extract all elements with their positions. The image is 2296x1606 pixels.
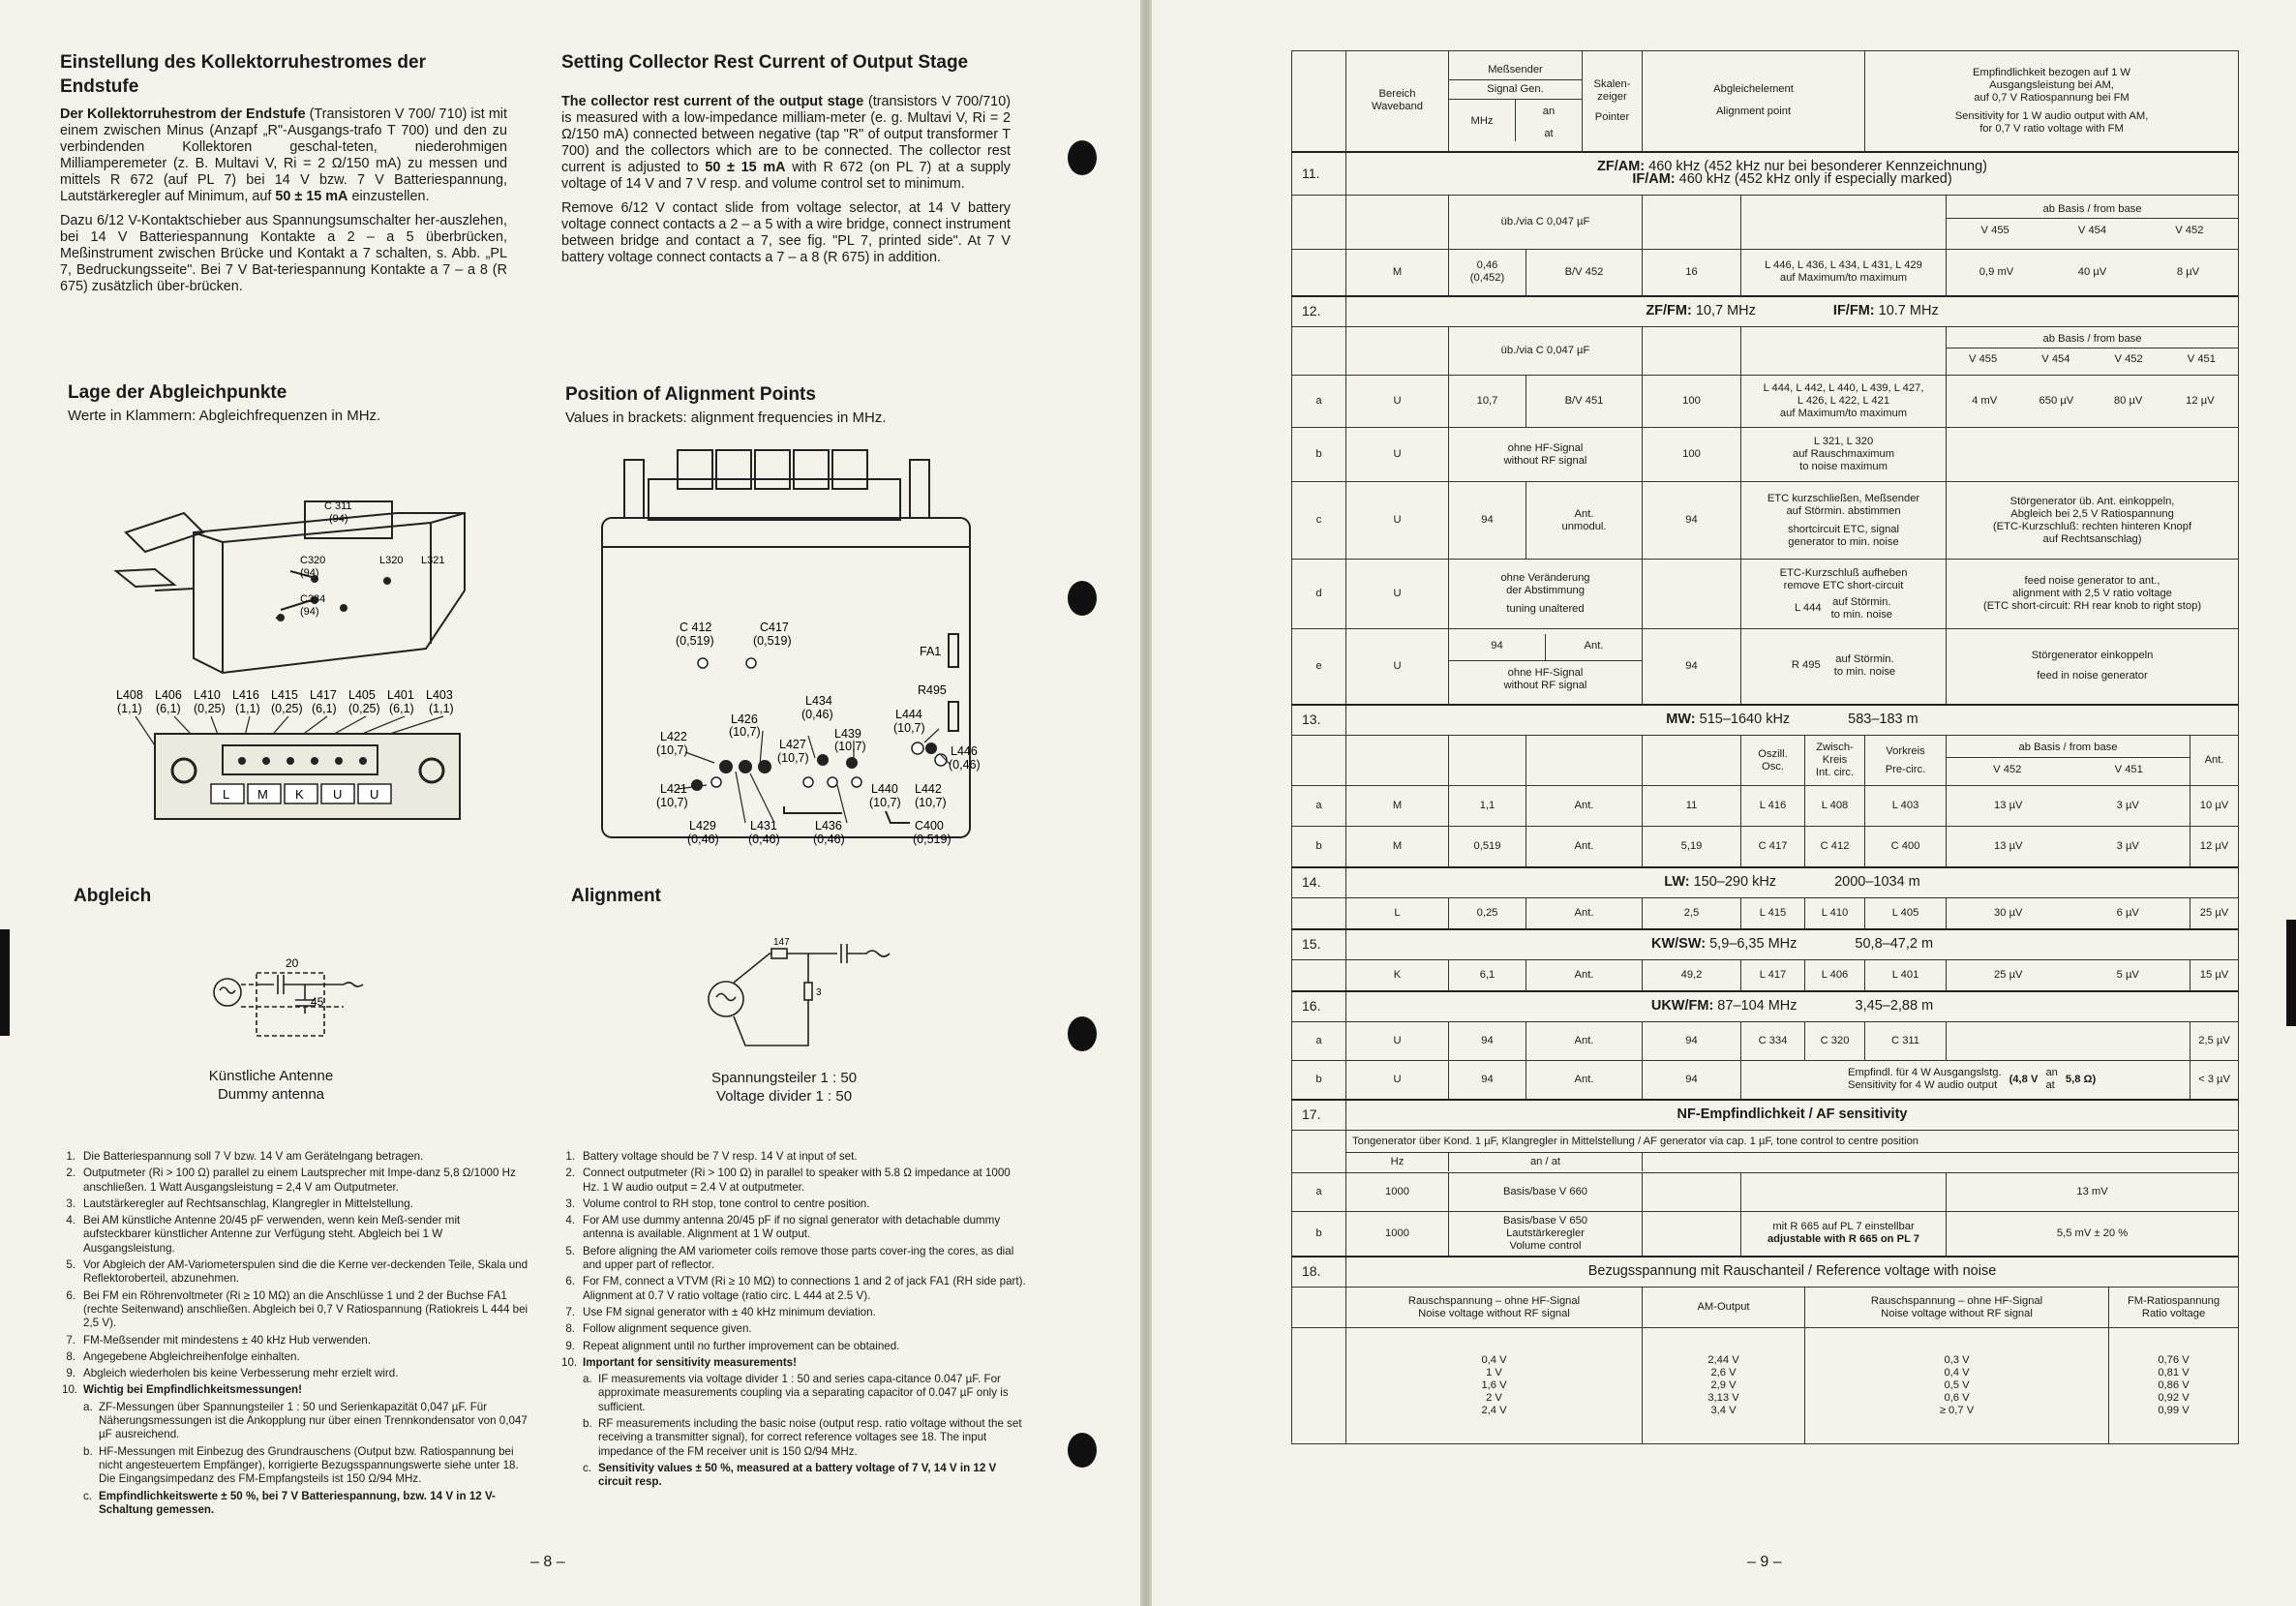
- note-item: 1. Battery voltage should be 7 V resp. 14 V at input of set.: [565, 1150, 858, 1163]
- subnote-item: a. IF measurements via voltage divider 1 : 50 and series capa-citance 0.047 µF. For approximate measurements coupling via a separating capacitor of 0.047 µF only is sufficient.: [583, 1373, 1009, 1413]
- label-c311-freq: (94): [329, 513, 348, 525]
- row-12c: c U 94 Ant. unmodul. 94 ETC kurzschließen, Meßsender auf Störmin. abstimmen shortcircuit ETC, signal generator to min. noise Störgenerator üb. Ant. einkoppeln, Abgleich bei 2,5 V Ratiospannung (ETC-Kurzschluß: rechten hinteren Knopf auf Rechtsanschlag): [1292, 482, 2239, 560]
- label-l429: L429: [689, 819, 716, 833]
- label-l408: L408: [116, 688, 143, 702]
- label-c412-freq: (0,519): [676, 634, 714, 648]
- antenna-cap-20: 20: [286, 956, 299, 970]
- note-item: 9. Repeat alignment until no further improvement can be obtained.: [565, 1339, 900, 1352]
- row-16b: b U 94 Ant. 94 Empfindl. für 4 W Ausgangslstg. Sensitivity for 4 W audio output (4,8 V an at 5,8 Ω) < 3 µV: [1292, 1061, 2239, 1100]
- label-l405: L405: [348, 688, 376, 702]
- en-paragraph-2: Remove 6/12 V contact slide from voltage selector, at 14 V battery voltage connect contacts a 2 – a 5 with a wire bridge, connect instrument between bridge and contact a 7, see fig. "PL 7, printed side". At 7 V battery voltage connect contacts a 7 – a 8 (R 675) in addition.: [561, 200, 1011, 265]
- german-column: [60, 50, 507, 295]
- label-l434-freq: (0,46): [801, 708, 833, 721]
- note-item: 4. Bei AM künstliche Antenne 20/45 pF verwenden, wenn kein Meß-sender mit aufsteckbarer künstlicher Antenne zur Verfügung steht. Abgleich bei 1 W Ausgangsleistung.: [66, 1214, 461, 1255]
- row-15: K 6,1 Ant. 49,2 L 417 L 406 L 401 25 µV 5 µV 15 µV: [1292, 960, 2239, 991]
- label-l416-freq: (1,1): [235, 702, 260, 715]
- note-item: 2. Connect outputmeter (Ri > 100 Ω) in parallel to speaker with 5.8 Ω impedance at 1000 Hz. 1 W audio output = 2.4 V at outputmeter.: [565, 1167, 1011, 1194]
- antenna-caption-en: Dummy antenna: [217, 1086, 325, 1103]
- label-l406-freq: (6,1): [156, 702, 181, 715]
- label-l422: L422: [660, 730, 687, 743]
- de-position-title: Lage der Abgleichpunkte: [68, 382, 287, 403]
- de-paragraph-1: Der Kollektorruhestrom der Endstufe (Transistoren V 700/ 710) ist mit einem zwischen Minus (Anzapf „R"-Ausgangs-trafo T 700) und den zu verbindenden Kollektoren geschal-teten, niederohmigen Milliamperemeter (z. B. Multavi V, Ri = 2 Ω/150 mA) zu messen und mittels R 672 (auf PL 7) bei 14 V bzw. 7 V Batteriespannung, Lautstärkeregler auf Minimum, auf 50 ± 15 mA einzustellen.: [60, 106, 507, 204]
- label-l417: L417: [310, 688, 337, 702]
- subnote-item: c. Empfindlichkeitswerte ± 50 %, bei 7 V Batteriespannung, bzw. 14 V in 12 V-Schaltung gemessen.: [83, 1489, 496, 1516]
- note-item: 6. For FM, connect a VTVM (Ri ≥ 10 MΩ) to connections 1 and 2 of jack FA1 (RH side part). Alignment at 0.7 V ratio voltage (ratio circ. L 444 at 2.5 V).: [565, 1275, 1026, 1302]
- button-u2-label: U: [370, 787, 379, 802]
- row-16a: a U 94 Ant. 94 C 334 C 320 C 311 2,5 µV: [1292, 1022, 2239, 1061]
- label-l416: L416: [232, 688, 259, 702]
- button-m-label: M: [257, 787, 268, 802]
- label-l320: L320: [379, 555, 404, 566]
- label-l421: L421: [660, 782, 687, 796]
- section-15: 15. KW/SW: 5,9–6,35 MHz 50,8–47,2 m: [1292, 929, 2239, 960]
- row-12e: e U 94 Ant. ohne HF-Signal without RF signal 94 R 495 auf Störmin. to min. noise Störgenerator einkoppeln feed in noise generator: [1292, 629, 2239, 705]
- label-l440: L440: [871, 782, 898, 796]
- section-11: 11. ZF/AM: 460 kHz (452 kHz nur bei besonderer Kennzeichnung) IF/AM: 460 kHz (452 kHz only if especially marked): [1292, 152, 2239, 196]
- label-r495: R495: [918, 683, 947, 697]
- label-l410-freq: (0,25): [194, 702, 226, 715]
- divider-caption-de: Spannungsteiler 1 : 50: [710, 1070, 858, 1086]
- row-14: L 0,25 Ant. 2,5 L 415 L 410 L 405 30 µV 6 µV 25 µV: [1292, 898, 2239, 929]
- notes-german: [62, 1150, 530, 1520]
- note-item: 10. Important for sensitivity measurements!: [561, 1355, 797, 1369]
- label-l401-freq: (6,1): [389, 702, 414, 715]
- label-l440-freq: (10,7): [869, 796, 901, 809]
- header-row: Bereich Waveband Meßsender Signal Gen. MHz an at Skalen- zeiger Pointer Abgleichelement Alignment point Empfindlichkeit bezogen auf 1 W Ausgangsleistung bei AM, auf 0,7 V Ratiospannung bei FM Sensitivity for 1 W audio output with AM, for 0,7 V ratio voltage with FM: [1292, 51, 2239, 152]
- row-12a: a U 10,7 B/V 451 100 L 444, L 442, L 440, L 439, L 427, L 426, L 422, L 421 auf Maximum/to maximum 4 mV 650 µV 80 µV 12 µV: [1292, 376, 2239, 428]
- de-paragraph-2: Dazu 6/12 V-Kontaktschieber aus Spannungsumschalter her-auszlehen, bei 14 V Batteriespannung Kontakte a 2 – a 5 überbrücken, Meßinstrument zwischen Brücke und Kontakt a 7 schalten, s. Abb. „PL 7, Bedruckungsseite". Bei 7 V Bat-teriespannung Kontakte a 7 – a 8 (R 675) zusätzlich über-brücken.: [60, 213, 507, 294]
- label-l405-freq: (0,25): [348, 702, 380, 715]
- divider-caption: [678, 1069, 891, 1106]
- label-l426-freq: (10,7): [729, 725, 761, 739]
- label-l439-freq: (10,7): [834, 740, 866, 753]
- row-17b: b 1000 Basis/base V 650 Lautstärkeregler Volume control mit R 665 auf PL 7 einstellbar adjustable with R 665 on PL 7 5,5 mV ± 20 %: [1292, 1212, 2239, 1257]
- note-item: 8. Angegebene Abgleichreihenfolge einhalten.: [66, 1349, 300, 1363]
- subnote-item: c. Sensitivity values ± 50 %, measured at a battery voltage of 7 V, 14 V in 12 V circuit resp.: [583, 1461, 997, 1489]
- en-position-heading: [565, 383, 1011, 427]
- section-17: 17. NF-Empfindlichkeit / AF sensitivity: [1292, 1100, 2239, 1131]
- label-l442-freq: (10,7): [915, 796, 947, 809]
- label-l406: L406: [155, 688, 182, 702]
- row-12b: b U ohne HF-Signal without RF signal 100 L 321, L 320 auf Rauschmaximum to noise maximum: [1292, 428, 2239, 482]
- section-16: 16. UKW/FM: 87–104 MHz 3,45–2,88 m: [1292, 991, 2239, 1022]
- en-position-title: Position of Alignment Points: [565, 384, 816, 405]
- button-k-label: K: [295, 787, 304, 802]
- label-l446-freq: (0,46): [949, 758, 981, 772]
- label-l431: L431: [750, 819, 777, 833]
- label-l427-freq: (10,7): [777, 751, 809, 765]
- row-18-values: 0,4 V 1 V 1,6 V 2 V 2,4 V 2,44 V 2,6 V 2,9 V 3,13 V 3,4 V 0,3 V 0,4 V 0,5 V 0,6 V ≥ 0,7 V 0,76 V 0,81 V 0,86 V 0,92 V 0,99 V: [1292, 1328, 2239, 1444]
- notes-english: [561, 1150, 1026, 1493]
- chassis-top-diagram: [590, 440, 997, 871]
- label-l436-freq: (0,46): [813, 833, 845, 846]
- note-item: 4. For AM use dummy antenna 20/45 pF if no signal generator with detachable dummy antenna is available. Alignment at 1 W output.: [565, 1214, 1001, 1241]
- row-13b: b M 0,519 Ant. 5,19 C 417 C 412 C 400 13 µV 3 µV 12 µV: [1292, 827, 2239, 867]
- label-c417-freq: (0,519): [753, 634, 792, 648]
- section-18: 18. Bezugsspannung mit Rauschanteil / Reference voltage with noise: [1292, 1257, 2239, 1288]
- en-alignment-title: Alignment: [571, 886, 661, 906]
- label-c320-freq: (94): [300, 567, 319, 579]
- note-item: 7. FM-Meßsender mit mindestens ± 40 kHz Hub verwenden.: [66, 1333, 371, 1347]
- de-title: Einstellung des Kollektorruhestromes der Endstufe: [60, 52, 426, 97]
- label-l403: L403: [426, 688, 453, 702]
- alignment-table: Bereich Waveband Meßsender Signal Gen. MHz an at Skalen- zeiger Pointer Abgleichelement Alignment point Empfindlichkeit bezogen auf 1 W Ausgangsleistung bei AM, auf 0,7 V Ratiospannung bei FM Sensitivity for 1 W audio output with AM, for 0,7 V ratio voltage with FM 11. ZF/AM: 460 kHz (452 kHz nur bei besonderer Kennzeichnung) IF/AM: 460 kHz (452 kHz only if especially marked) üb./via C 0,047 µF ab Basis / from base V 455 V 454 V 452 M 0,46 (0,452) B/V 452 16 L 446, L 436, L 434, L 431, L 429 auf Maximum/to maximum 0,9 mV 40 µV 8 µV 12. ZF/FM: 10,7 MHz IF/FM: 10.7 MHz üb./via C 0,047 µF ab Basis / from base V 455 V 454 V 452 V 451 a U 10,7 B/V 451 100 L 444, L 442, L 440, L 439, L 427, L 426, L 422, L 421 auf Maximum/to maximum 4 mV 650 µV 80 µV 12 µV b U ohne HF-Signal without RF signal 100 L 321, L 320 auf Rauschmaximum to noise maximum c U 94 Ant. unmodul. 94 ETC kurzschließen, Meßsender auf Störmin. abstimmen shortcircuit ETC, signal generator to min. noise Störgenerator üb. Ant. einkoppeln, Abgleich bei 2,5 V Ratiospannung (ETC-Kurzschluß: rechten hinteren Knopf auf Rechtsanschlag) d U ohne Veränderung der Abstimmung tuning unaltered ETC-Kurzschluß aufheben remove ETC short-circuit L 444 auf Störmin. to min. noise feed noise generator to ant., alignment with 2,5 V ratio voltage (ETC short-circuit: RH rear knob to right stop) e U 94 Ant. ohne HF-Signal without RF signal 94 R 495 auf Störmin. to min. noise Störgenerator einkoppeln feed in noise generator 13. MW: 515–1640 kHz 583–183 m Oszill. Osc. Zwisch- Kreis Int. circ. Vorkreis Pre-circ. ab Basis / from base V 452 V 451 Ant. a M 1,1 Ant. 11 L 416 L 408 L 403 13 µV 3 µV 10 µV b M 0,519 Ant. 5,19 C 417 C 412 C 400 13 µV 3 µV 12 µV 14. LW: 150–290 kHz 2000–1034 m L 0,25 Ant. 2,5 L 415 L 410 L 405 30 µV 6 µV 25 µV 15. KW/SW: 5,9–6,35 MHz 50,8–47,2 m K 6,1 Ant. 49,2 L 417 L 406 L 401 25 µV 5 µV 15 µV 16. UKW/FM: 87–104 MHz 3,45–2,88 m a U 94 Ant. 94 C 334 C 320 C 311 2,5 µV b U 94 Ant. 94 Empfindl. für 4 W Ausgangslstg. Sensitivity for 4 W audio output (4,8 V an at 5,8 Ω) < 3 µV 17. NF-Empfindlichkeit / AF sensitivity Tongenerator über Kond. 1 µF, Klangregler in Mittelstellung / AF generator via cap. 1 µF, tone control to centre position Hz an / at a 1000 Basis/base V 660 13 mV b 1000 Basis/base V 650 Lautstärkeregler Volume control mit R 665 auf PL 7 einstellbar adjustable with R 665 on PL 7 5,5 mV ± 20 % 18. Bezugsspannung mit Rauschanteil / Reference voltage with noise Rauschspannung – ohne HF-Signal Noise voltage without RF signal AM-Output Rauschspannung – ohne HF-Signal Noise voltage without RF signal FM-Ratiospannung Ratio voltage 0,4 V 1 V 1,6 V 2 V 2,4 V 2,44 V 2,6 V 2,9 V 3,13 V 3,4 V 0,3 V 0,4 V 0,5 V 0,6 V ≥ 0,7 V 0,76 V 0,81 V 0,86 V 0,92 V 0,99 V: [1291, 50, 2239, 1444]
- note-item: 3. Lautstärkeregler auf Rechtsanschlag, Klangregler in Mittelstellung.: [66, 1197, 413, 1210]
- en-paragraph-1: The collector rest current of the output stage (transistors V 700/710) is measured with a low-impedance milliam-meter (e. g. Multavi V, Ri = 2 Ω/150 mA) connected between negative (tap "R" of output transformer T 700) and the collectors which are to be connected. The collector rest current is adjusted to 50 ± 15 mA with R 672 (on PL 7) at a supply voltage of 14 V and 7 V resp. and volume control set to minimum.: [561, 94, 1011, 192]
- en-title: Setting Collector Rest Current of Output Stage: [561, 52, 969, 73]
- label-l431-freq: (0,46): [748, 833, 780, 846]
- row-12d: d U ohne Veränderung der Abstimmung tuning unaltered ETC-Kurzschluß aufheben remove ETC short-circuit L 444 auf Störmin. to min. noise feed noise generator to ant., alignment with 2,5 V ratio voltage (ETC short-circuit: RH rear knob to right stop): [1292, 560, 2239, 629]
- note-item: 9. Abgleich wiederholen bis keine Verbesserung mehr erzielt wird.: [66, 1367, 399, 1380]
- label-l436: L436: [815, 819, 842, 833]
- label-c417: C417: [760, 621, 789, 634]
- note-item: 3. Volume control to RH stop, tone control to centre position.: [565, 1197, 870, 1210]
- book-spine: [1140, 0, 1152, 1606]
- note-item: 1. Die Batteriespannung soll 7 V bzw. 14 V am Gerätelngang betragen.: [66, 1150, 424, 1163]
- page-number-left: – 8 –: [530, 1554, 565, 1570]
- punch-hole: [1068, 140, 1097, 175]
- label-c400-freq: (0,519): [913, 833, 952, 846]
- label-c311: C 311: [324, 500, 352, 512]
- de-position-sub: Werte in Klammern: Abgleichfrequenzen in MHz.: [68, 408, 381, 424]
- label-l410: L410: [194, 688, 221, 702]
- subnote-item: b. RF measurements including the basic noise (output resp. ratio voltage without the set receiving a transmitter signal), for correct reference voltages see 18. The input impedance of the FM receiver unit is 150 Ω/94 MHz.: [583, 1417, 1022, 1458]
- subnote-item: a. ZF-Messungen über Spannungsteiler 1 : 50 und Serienkapazität 0,047 µF. Für Näherungsmessungen ist die Ankopplung nur über einen Trennkondensator von 0,047 µF ausreichend.: [83, 1400, 528, 1441]
- label-l429-freq: (0,46): [687, 833, 719, 846]
- label-c334: C334: [300, 593, 326, 605]
- punch-hole: [1068, 1016, 1097, 1051]
- label-l444-freq: (10,7): [893, 721, 925, 735]
- en-position-sub: Values in brackets: alignment frequencies in MHz.: [565, 409, 887, 426]
- note-item: 2. Outputmeter (Ri > 100 Ω) parallel zu einem Lautsprecher mit Impe-danz 5,8 Ω/1000 Hz anschließen. 1 Watt Ausgangsleistung = 2,4 V am Outputmeter.: [66, 1167, 516, 1194]
- row-17a: a 1000 Basis/base V 660 13 mV: [1292, 1173, 2239, 1212]
- label-l417-freq: (6,1): [312, 702, 337, 715]
- label-c320: C320: [300, 555, 326, 566]
- left-edge-tab: [0, 929, 10, 1036]
- note-item: 7. Use FM signal generator with ± 40 kHz minimum deviation.: [565, 1305, 876, 1318]
- chassis-front-diagram: [97, 474, 503, 852]
- label-fa1: FA1: [920, 645, 942, 658]
- subnote-item: b. HF-Messungen mit Einbezug des Grundrauschens (Output bzw. Ratiospannung bei nicht angesteuertem Empfänger), korrigierte Bezugsspannungswerte siehe unter 18. Die Eingangsimpedanz des FM-Empfangsteils ist 150 Ω/94 MHz.: [83, 1444, 519, 1486]
- label-l444: L444: [895, 708, 922, 721]
- de-position-heading: [68, 381, 513, 425]
- voltage-divider-schematic: [702, 939, 915, 1065]
- label-l439: L439: [834, 727, 861, 741]
- label-l401: L401: [387, 688, 414, 702]
- label-l442: L442: [915, 782, 942, 796]
- note-item: 10. Wichtig bei Empfindlichkeitsmessungen!: [62, 1383, 303, 1397]
- button-u1-label: U: [333, 787, 343, 802]
- section-14: 14. LW: 150–290 kHz 2000–1034 m: [1292, 867, 2239, 898]
- label-l415: L415: [271, 688, 298, 702]
- label-l427: L427: [779, 738, 806, 751]
- divider-resistor-147: 147: [773, 937, 790, 948]
- row-13a: a M 1,1 Ant. 11 L 416 L 408 L 403 13 µV 3 µV 10 µV: [1292, 786, 2239, 827]
- page-number-right: – 9 –: [1747, 1554, 1782, 1570]
- button-l-label: L: [223, 787, 230, 802]
- label-l422-freq: (10,7): [656, 743, 688, 757]
- divider-caption-en: Voltage divider 1 : 50: [715, 1088, 853, 1105]
- label-l408-freq: (1,1): [117, 702, 142, 715]
- label-l415-freq: (0,25): [271, 702, 303, 715]
- label-l446: L446: [951, 744, 978, 758]
- note-item: 8. Follow alignment sequence given.: [565, 1322, 752, 1336]
- label-l421-freq: (10,7): [656, 796, 688, 809]
- antenna-caption-de: Künstliche Antenne: [208, 1068, 334, 1084]
- antenna-caption: [179, 1067, 363, 1104]
- right-edge-tab: [2286, 920, 2296, 1026]
- section-13: 13. MW: 515–1640 kHz 583–183 m: [1292, 705, 2239, 736]
- note-item: 5. Vor Abgleich der AM-Variometerspulen sind die die Kerne ver-deckenden Teile, Skala und Reflektoroberteil, abzunehmen.: [66, 1258, 529, 1286]
- punch-hole: [1068, 1433, 1097, 1468]
- divider-resistor-3: 3: [816, 987, 822, 998]
- section-12: 12. ZF/FM: 10,7 MHz IF/FM: 10.7 MHz: [1292, 296, 2239, 327]
- label-l426: L426: [731, 712, 758, 726]
- english-column: [561, 50, 1011, 266]
- de-alignment-title: Abgleich: [74, 886, 152, 906]
- label-l403-freq: (1,1): [429, 702, 454, 715]
- label-c334-freq: (94): [300, 606, 319, 618]
- note-item: 5. Before aligning the AM variometer coils remove those parts cover-ing the cores, as dial and upper part of reflector.: [565, 1244, 1014, 1272]
- note-item: 6. Bei FM ein Röhrenvoltmeter (Ri ≥ 10 MΩ) an die Anschlüsse 1 und 2 der Buchse FA1 (rechte Seitenwand) anschließen. Abgleich bei 0,7 V Ratiospannung (Ratiokreis L 444 bei 2,5 V).: [66, 1288, 529, 1330]
- label-l434: L434: [805, 694, 832, 708]
- label-l321: L321: [421, 555, 445, 566]
- dummy-antenna-schematic: [208, 954, 382, 1060]
- label-c412: C 412: [680, 621, 712, 634]
- punch-hole: [1068, 581, 1097, 616]
- antenna-cap-45: 45: [311, 995, 324, 1009]
- label-c400: C400: [915, 819, 944, 833]
